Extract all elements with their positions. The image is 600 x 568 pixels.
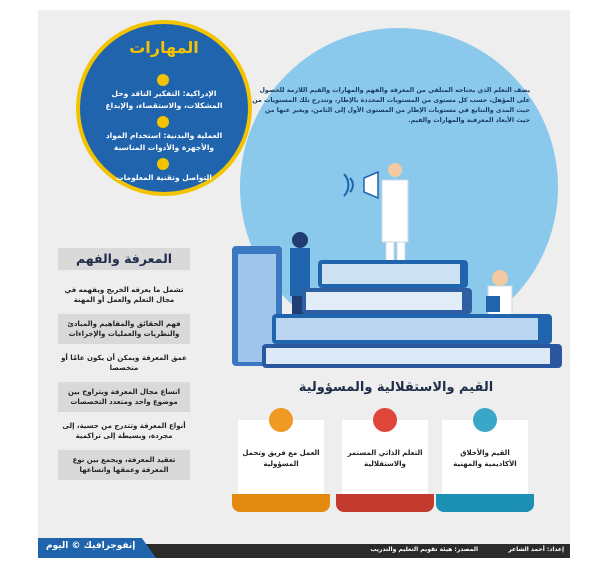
knowledge-title: المعرفة والفهم — [58, 248, 190, 270]
value-card-text: العمل مع فريق وتحمل المسؤولية — [242, 449, 320, 468]
knowledge-item: فهم الحقائق والمفاهيم والمبادئ والنظريات والعمليات والإجراءات — [58, 314, 190, 344]
skills-item: التواصل وتقنية المعلومات — [116, 173, 212, 182]
value-card-text: القيم والأخلاق الأكاديمية والمهنية — [453, 449, 517, 468]
value-card-base — [232, 494, 330, 512]
value-card-text: التعلم الذاتي المستمر والاستقلالية — [347, 449, 423, 468]
value-card-base — [436, 494, 534, 512]
knowledge-item: تشمل ما يعرفه الخريج ويفهمه في مجال التعلم والعمل أو المهنة — [64, 286, 184, 304]
books-illustration — [232, 150, 562, 370]
value-card-dot — [373, 408, 397, 432]
skills-item: الإدراكية: التفكير الناقد وحل المشكلات، والاستقصاء، والإبداع — [105, 89, 223, 110]
skills-title: المهارات — [129, 38, 199, 57]
skills-bullet-icon — [157, 158, 169, 170]
skills-bullet-icon — [157, 74, 169, 86]
value-card — [442, 420, 528, 506]
value-card-dot — [473, 408, 497, 432]
prepared-by: إعداد: أحمد الشاعر — [508, 546, 564, 553]
value-card-dot — [269, 408, 293, 432]
knowledge-item: أنواع المعرفة وتتدرج من حسية، إلى مجردة، وبسيطة إلى تراكمية — [62, 422, 186, 440]
knowledge-panel — [58, 248, 190, 474]
source-text: المصدر: هيئة تقويم التعليم والتدريب — [370, 546, 478, 553]
value-card — [238, 420, 324, 506]
teacher-figure — [382, 163, 408, 264]
logo: إنفوجرافيك © اليوم — [46, 541, 136, 551]
knowledge-item: تعقيد المعرفة، ويجمع بين نوع المعرفة وعمقها واتساعها — [58, 450, 190, 480]
values-title: القيم والاستقلالية والمسؤولية — [298, 380, 494, 395]
intro-text: يصف التعلم الذي يحتاجه المتلقي من المعرفة والفهم والمهارات والقيم اللازمة للحصول على المؤهل، حسب كل مستوى من المستويات المحددة بالإطار، وتتدرج تلك المستويات من حيث المدى والتتابع في مستويات الإطار من المستوى الأول إلى الثامن، ويعبر عنها من حيث الأبعاد المعرفية والمهارات والقيم. — [252, 87, 530, 124]
skills-item: العملية والبدنية: استخدام المواد والأجهزة والأدوات المناسبة — [105, 131, 223, 152]
value-card — [342, 420, 428, 506]
knowledge-item: اتساع مجال المعرفة ويتراوح بين موضوع واحد ومتعدد التخصصات — [58, 382, 190, 412]
value-card-base — [336, 494, 434, 512]
skills-circle — [76, 20, 252, 196]
knowledge-item: عمق المعرفة ويمكن أن يكون عامًا أو متخصصا — [61, 354, 187, 372]
skills-bullet-icon — [157, 116, 169, 128]
megaphone-icon — [344, 172, 378, 198]
